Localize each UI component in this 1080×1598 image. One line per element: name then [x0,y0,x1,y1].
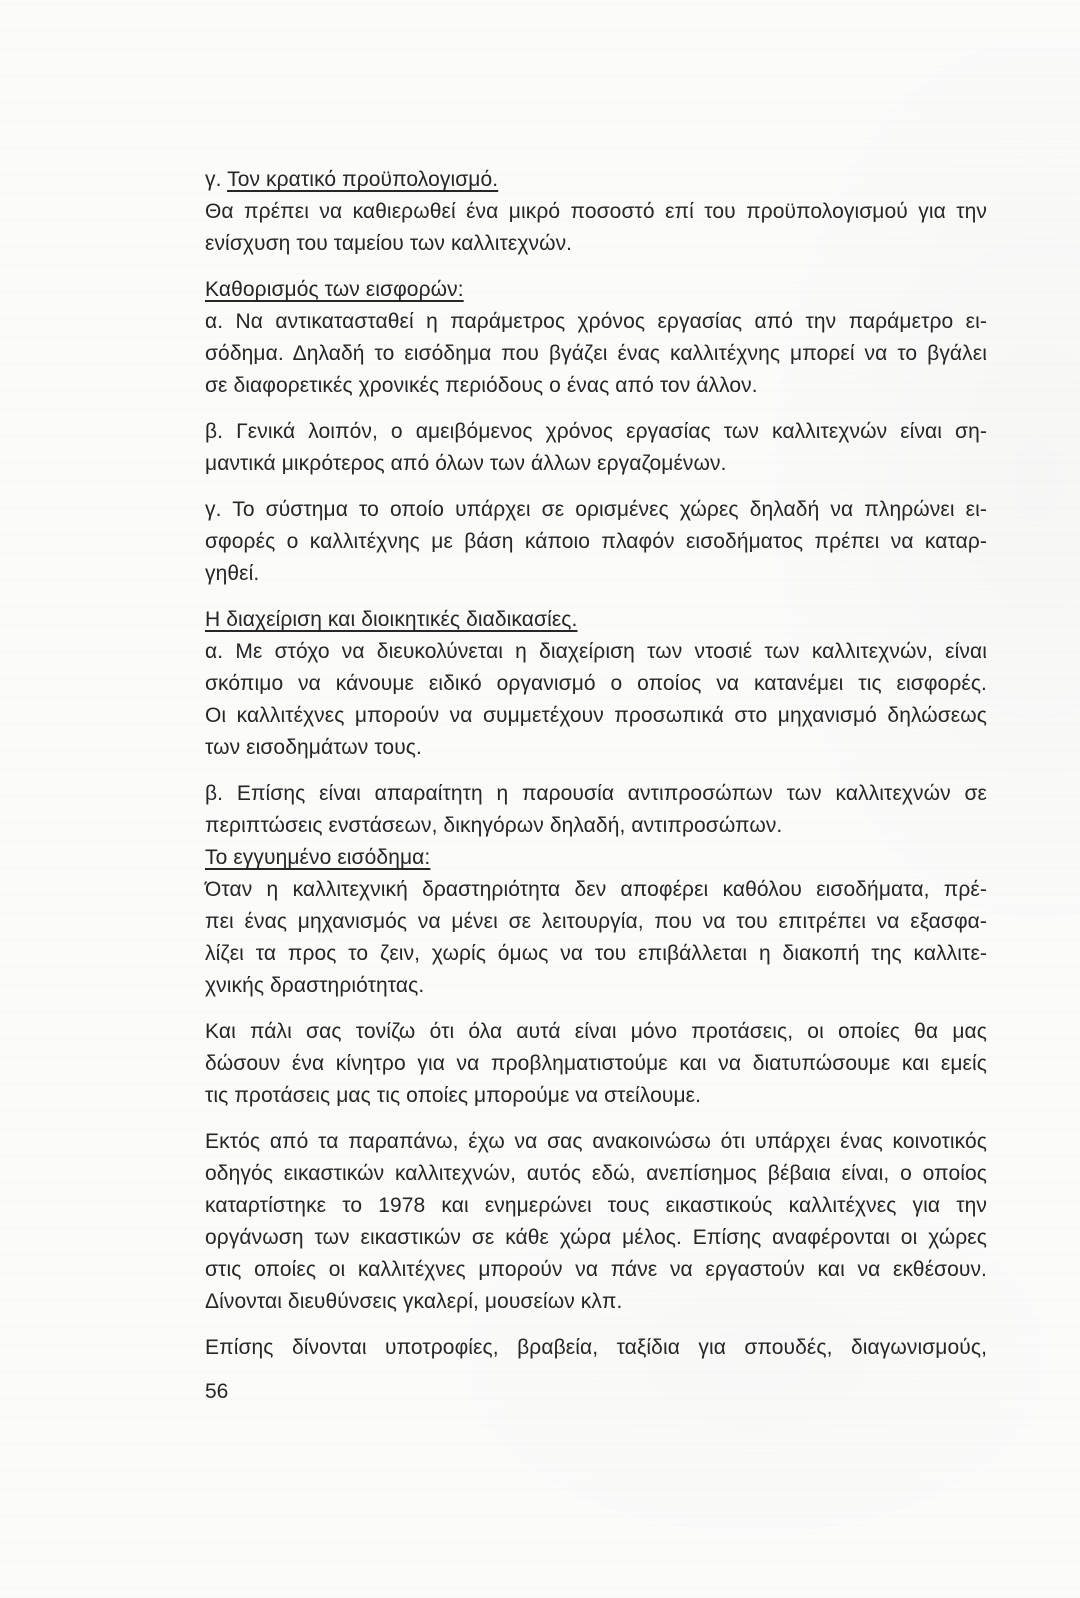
text-line: καταρτίστηκε το 1978 και ενημερώνει τους εικαστικούς καλλιτέχνες για την [205,1194,987,1217]
text-line: δώσουν ένα κίνητρο για να προβληματιστούμε και να διατυπώσουμε και εμείς [205,1052,987,1075]
heading-text: Τον κρατικό προϋπολογισμό. [227,168,499,191]
text-line: β. Γενικά λοιπόν, ο αμειβόμενος χρόνος εργασίας των καλλιτεχνών είναι ση- [205,420,987,443]
section-heading [205,164,987,196]
paragraph [205,196,987,260]
text-line: τις προτάσεις μας τις οποίες μπορούμε να στείλουμε. [205,1084,702,1107]
heading-text: Το εγγυημένο εισόδημα: [205,846,431,869]
paragraph [205,494,987,590]
text-line: περιπτώσεις ενστάσεων, δικηγόρων δηλαδή, αντιπροσώπων. [205,814,783,837]
text-line: γηθεί. [205,562,260,585]
text-line: σφορές ο καλλιτέχνης με βάση κάποιο πλαφόν εισοδήματος πρέπει να καταρ- [205,530,987,553]
text-line: β. Επίσης είναι απαραίτητη η παρουσία αντιπροσώπων των καλλιτεχνών σε [205,782,987,805]
text-line: Θα πρέπει να καθιερωθεί ένα μικρό ποσοστό επί του προϋπολογισμού για την [205,200,987,223]
text-line: ενίσχυση του ταμείου των καλλιτεχνών. [205,232,573,255]
text-line: Και πάλι σας τονίζω ότι όλα αυτά είναι μόνο προτάσεις, οι οποίες θα μας [205,1020,987,1043]
text-line: Δίνονται διευθύνσεις γκαλερί, μουσείων κλπ. [205,1290,623,1313]
paragraph [205,778,987,842]
text-line: α. Με στόχο να διευκολύνεται η διαχείριση των ντοσιέ των καλλιτεχνών, είναι [205,640,987,663]
paragraph [205,1016,987,1112]
section-heading [205,604,987,636]
document-body [205,164,987,1364]
text-line: Εκτός από τα παραπάνω, έχω να σας ανακοινώσω ότι υπάρχει ένας κοινοτικός [205,1130,987,1153]
paragraph [205,874,987,1002]
text-line: α. Να αντικατασταθεί η παράμετρος χρόνος εργασίας από την παράμετρο ει- [205,310,987,333]
text-line: Οι καλλιτέχνες μπορούν να συμμετέχουν προσωπικά στο μηχανισμό δηλώσεως [205,704,987,727]
text-line: Όταν η καλλιτεχνική δραστηριότητα δεν αποφέρει καθόλου εισοδήματα, πρέ- [205,878,987,901]
heading-text: Καθορισμός των εισφορών: [205,278,464,301]
text-line: οργάνωση των εικαστικών σε κάθε χώρα μέλος. Επίσης αναφέρονται οι χώρες [205,1226,987,1249]
text-line: γ. Το σύστημα το οποίο υπάρχει σε ορισμένες χώρες δηλαδή να πληρώνει ει- [205,498,987,521]
page-number: 56 [205,1380,229,1403]
section-heading [205,274,987,306]
text-line: λίζει τα προς το ζειν, χωρίς όμως να του επιβάλλεται η διακοπή της καλλιτε- [205,942,987,965]
paragraph [205,636,987,764]
paragraph [205,1126,987,1318]
text-line: σόδημα. Δηλαδή το εισόδημα που βγάζει ένας καλλιτέχνης μπορεί να το βγάλει [205,342,987,365]
paragraph [205,416,987,480]
text-line: πει ένας μηχανισμός να μένει σε λειτουργία, που να του επιτρέπει να εξασφα- [205,910,987,933]
text-line: χνικής δραστηριότητας. [205,974,425,997]
paragraph [205,306,987,402]
paragraph [205,1332,987,1364]
text-line: σε διαφορετικές χρονικές περιόδους ο ένας από τον άλλον. [205,374,758,397]
text-line: των εισοδημάτων τους. [205,736,422,759]
heading-text: Η διαχείριση και διοικητικές διαδικασίες. [205,608,578,631]
text-line: Επίσης δίνονται υποτροφίες, βραβεία, ταξίδια για σπουδές, διαγωνισμούς, [205,1336,987,1359]
section-heading [205,842,987,874]
heading-prefix: γ. [205,168,228,191]
text-line: οδηγός εικαστικών καλλιτεχνών, αυτός εδώ, ανεπίσημος βέβαια είναι, ο οποίος [205,1162,987,1185]
text-line: στις οποίες οι καλλιτέχνες μπορούν να πάνε να εργαστούν και να εκθέσουν. [205,1258,987,1281]
text-line: μαντικά μικρότερος από όλων των άλλων εργαζομένων. [205,452,727,475]
text-line: σκόπιμο να κάνουμε ειδικό οργανισμό ο οποίος να κατανέμει τις εισφορές. [205,672,987,695]
